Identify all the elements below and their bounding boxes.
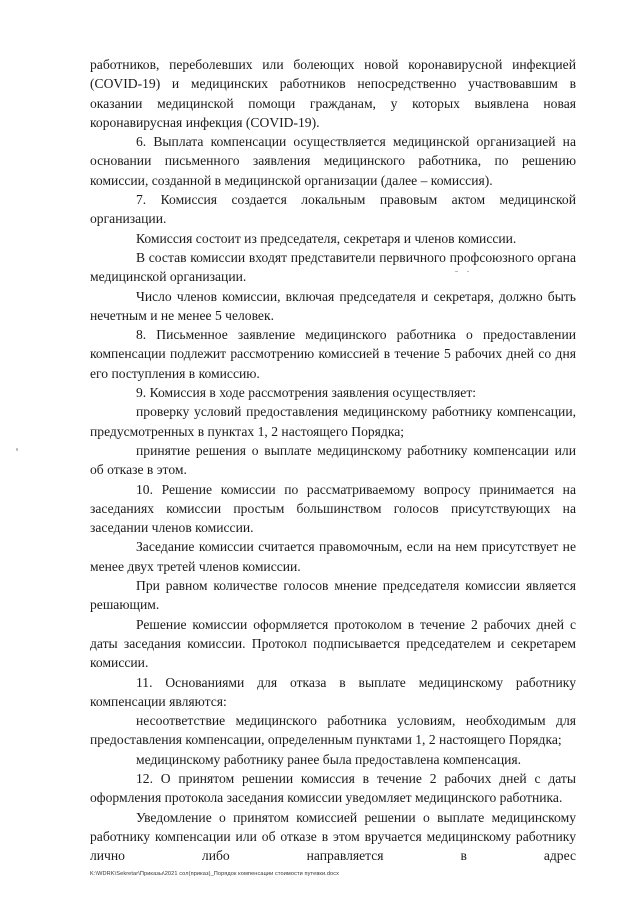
scan-artifact-mark (467, 271, 469, 272)
paragraph-protocol: Решение комиссии оформляется протоколом в течение 2 рабочих дней с даты заседания комиссии. Протокол подписывается председателем и секретарем комиссии. (90, 616, 576, 671)
document-body (90, 55, 576, 865)
paragraph-item-11-mismatch: несоответствие медицинского работника условиям, необходимым для предоставления компенсации, определенным пунктами 1, 2 настоящего Порядка; (90, 713, 576, 748)
paragraph-item-9: 9. Комиссия в ходе рассмотрения заявления осуществляет: (136, 385, 477, 401)
paragraph-item-11-previous: медицинскому работнику ранее была предоставлена компенсация. (136, 751, 522, 767)
paragraph-item-12: 12. О принятом решении комиссия в течение 2 рабочих дней с даты оформления протокола заседания комиссии уведомляет медицинского работника. (90, 770, 576, 806)
paragraph-item-8: 8. Письменное заявление медицинского работника о предоставлении компенсации подлежит рассмотрению комиссией в течение 5 рабочих дней со дня его поступления в комиссию. (90, 327, 576, 381)
paragraph-commission-members: В состав комиссии входят представители первичного профсоюзного органа медицинской организации. (90, 249, 576, 285)
paragraph-item-6: 6. Выплата компенсации осуществляется медицинской организацией на основании письменного заявления медицинского работника, по решению комиссии, созданной в медицинской организации (далее – комиссия). (90, 134, 576, 188)
footer-file-path: K:\WDRK\Sekretar\Приказы\2021 сол(приказ)_Порядок компенсации стоимости путевки.docx (90, 871, 340, 877)
paragraph-tie-vote: При равном количестве голосов мнение председателя комиссии является решающим. (90, 578, 576, 613)
paragraph-item-9-decision: принятие решения о выплате медицинскому работнику компенсации или об отказе в этом. (90, 442, 576, 478)
paragraph-item-10: 10. Решение комиссии по рассматриваемому вопросу принимается на заседаниях комиссии простым большинством голосов присутствующих на заседании членов комиссии. (90, 481, 576, 536)
paragraph-notification: Уведомление о принятом комиссией решении о выплате медицинскому работнику компенсации или об отказе в этом вручается медицинскому работнику лично либо направляется в адрес (90, 809, 576, 864)
paragraph-commission-composition: Комиссия состоит из председателя, секретаря и членов комиссии. (136, 230, 517, 246)
paragraph-quorum: Заседание комиссии считается правомочным, если на нем присутствует не менее двух третей членов комиссии. (90, 539, 576, 574)
paragraph-item-7: 7. Комиссия создается локальным правовым актом медицинской организации. (90, 192, 576, 227)
paragraph-members-count: Число членов комиссии, включая председателя и секретаря, должно быть нечетным и не менее 5 человек. (90, 288, 576, 323)
paragraph-item-11: 11. Основаниями для отказа в выплате медицинскому работнику компенсации являются: (90, 674, 576, 709)
paragraph-continuation: работников, переболевших или болеющих новой коронавирусной инфекцией (COVID-19) и медицинских работников непосредственно участвовавшим в оказании медицинской помощи гражданам, у которых выявлена новая коронавирусная инфекция (COVID-19). (90, 57, 576, 130)
paragraph-item-9-check: проверку условий предоставления медицинскому работнику компенсации, предусмотренных в пунктах 1, 2 настоящего Порядка; (90, 404, 576, 439)
scan-artifact-mark (16, 448, 18, 451)
scan-artifact-mark (455, 271, 458, 272)
